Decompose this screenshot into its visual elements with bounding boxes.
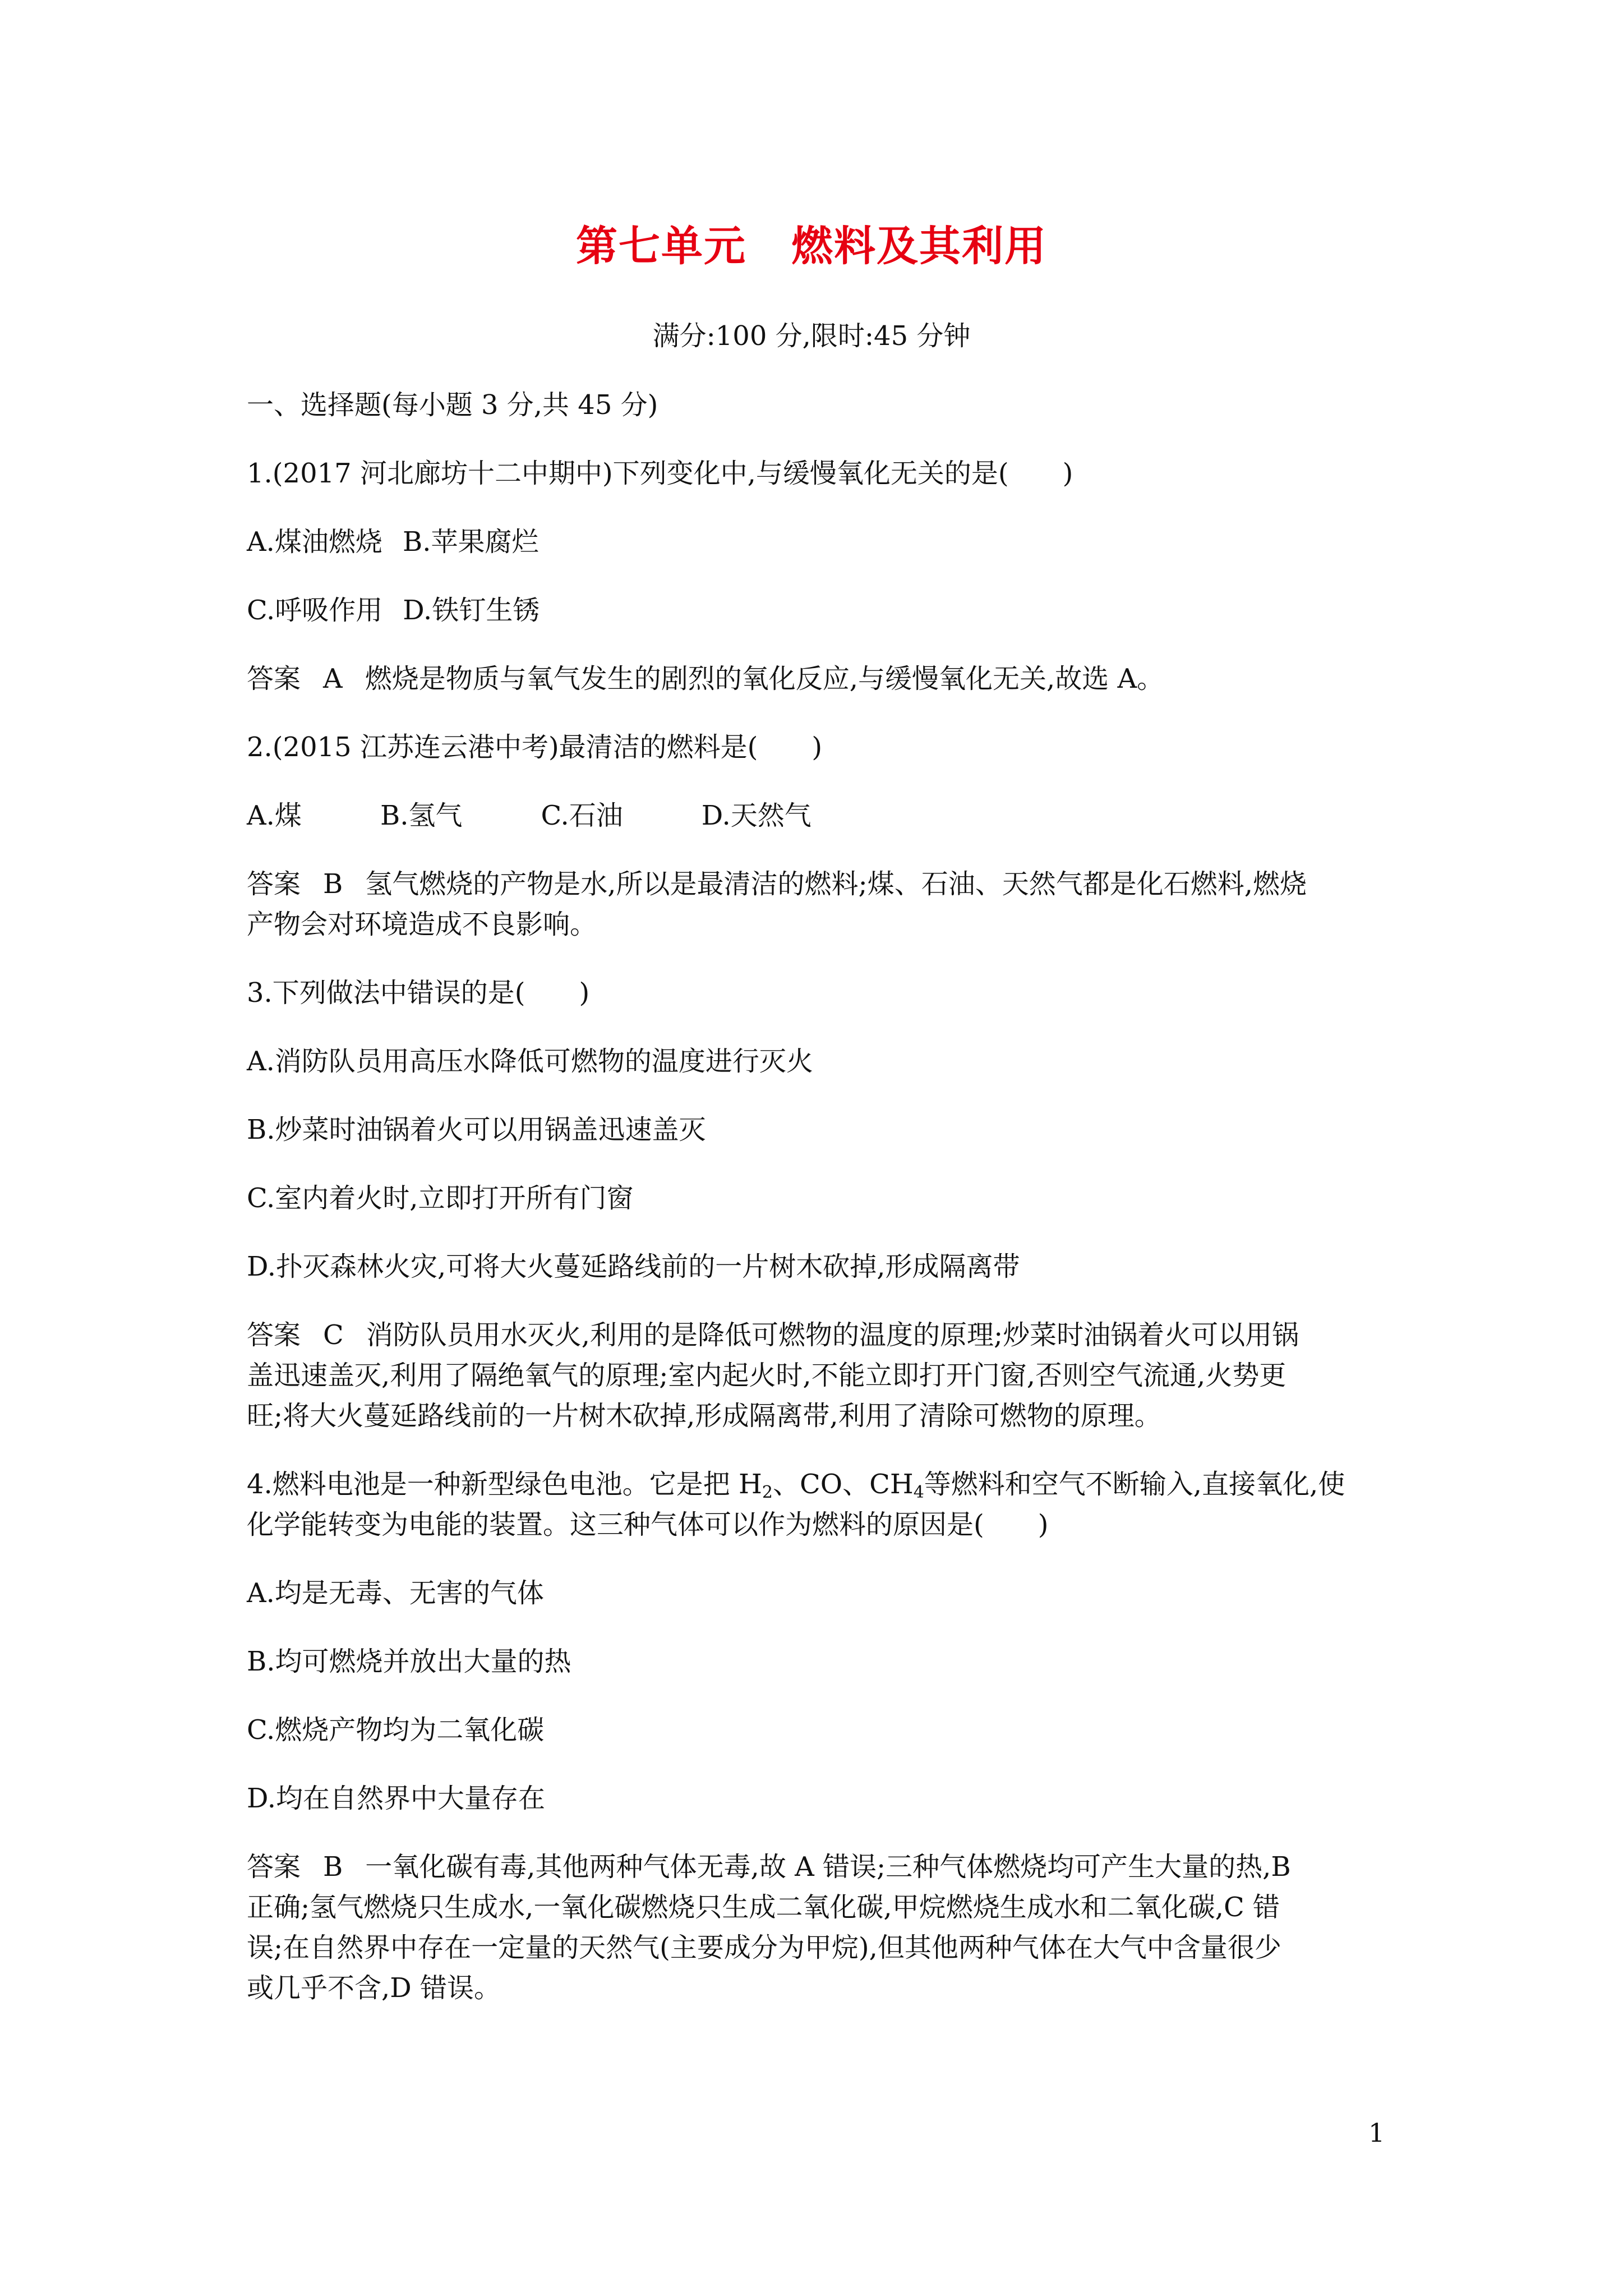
q2-option-c: C.石油: [541, 800, 623, 831]
q4-answer-key: B: [323, 1851, 343, 1883]
q3-explanation-line3: 旺;将大火蔓延路线前的一片树木砍掉,形成隔离带,利用了清除可燃物的原理。: [247, 1400, 1161, 1432]
title-topic: 燃料及其利用: [791, 222, 1047, 270]
q4-option-b: B.均可燃烧并放出大量的热: [247, 1646, 571, 1677]
q3-option-d: D.扑灭森林火灾,可将大火蔓延路线前的一片树木砍掉,形成隔离带: [247, 1251, 1020, 1282]
section-heading: 一、选择题(每小题 3 分,共 45 分): [247, 389, 658, 421]
q3-answer: [247, 1315, 1391, 1355]
q2-stem: 2.(2015 江苏连云港中考)最清洁的燃料是( ): [247, 731, 823, 763]
q2-answer-key: B: [323, 868, 343, 900]
q3-option-a: A.消防队员用高压水降低可燃物的温度进行灭火: [247, 1046, 813, 1077]
q1-option-c: C.呼吸作用: [247, 595, 383, 626]
q4-answer: [247, 1847, 1391, 1887]
q4-stem-line2: 化学能转变为电能的装置。这三种气体可以作为燃料的原因是( ): [247, 1509, 1049, 1540]
q1-explanation: 燃烧是物质与氧气发生的剧烈的氧化反应,与缓慢氧化无关,故选 A。: [365, 663, 1164, 694]
q1-options-row2: [247, 590, 1391, 631]
q4-option-c: C.燃烧产物均为二氧化碳: [247, 1714, 545, 1746]
q1-option-b: B.苹果腐烂: [402, 526, 539, 558]
q1-stem: 1.(2017 河北廊坊十二中期中)下列变化中,与缓慢氧化无关的是( ): [247, 458, 1073, 489]
q1-option-a: A.煤油燃烧: [247, 526, 382, 558]
q2-option-b: B.氢气: [380, 800, 463, 831]
q2-answer: [247, 864, 1391, 904]
q2-explanation-line1: 氢气燃烧的产物是水,所以是最清洁的燃料;煤、石油、天然气都是化石燃料,燃烧: [365, 868, 1307, 900]
q1-answer: [247, 659, 1391, 699]
score-time-info: 满分:100 分,限时:45 分钟: [652, 320, 971, 352]
page-number: 1: [1368, 2118, 1385, 2148]
answer-label: 答案: [247, 868, 301, 900]
q2-options: [247, 795, 1391, 836]
q4-stem-part2: 、CO、CH: [773, 1469, 914, 1500]
q1-answer-key: A: [323, 663, 343, 694]
answer-label: 答案: [247, 1319, 301, 1351]
q4-explanation-line2: 正确;氢气燃烧只生成水,一氧化碳燃烧只生成二氧化碳,甲烷燃烧生成水和二氧化碳,C 错: [247, 1892, 1280, 1923]
q4-explanation-line1: 一氧化碳有毒,其他两种气体无毒,故 A 错误;三种气体燃烧均可产生大量的热,B: [365, 1851, 1291, 1883]
page-title: [0, 213, 1623, 273]
q2-option-d: D.天然气: [701, 800, 811, 831]
q3-option-c: C.室内着火时,立即打开所有门窗: [247, 1182, 634, 1214]
q3-option-b: B.炒菜时油锅着火可以用锅盖迅速盖灭: [247, 1114, 706, 1145]
answer-label: 答案: [247, 663, 301, 694]
q4-stem-line1: [247, 1464, 1391, 1504]
q4-explanation-line3: 误;在自然界中存在一定量的天然气(主要成分为甲烷),但其他两种气体在大气中含量很少: [247, 1932, 1281, 1963]
q3-stem: 3.下列做法中错误的是( ): [247, 977, 590, 1009]
q3-answer-key: C: [323, 1319, 344, 1351]
q4-stem-part1: 4.燃料电池是一种新型绿色电池。它是把 H: [247, 1469, 762, 1500]
q3-explanation-line1: 消防队员用水灭火,利用的是降低可燃物的温度的原理;炒菜时油锅着火可以用锅: [366, 1319, 1299, 1351]
q4-subscript-2: 2: [762, 1483, 773, 1502]
q3-explanation-line2: 盖迅速盖灭,利用了隔绝氧气的原理;室内起火时,不能立即打开门窗,否则空气流通,火势更: [247, 1360, 1287, 1391]
answer-label: 答案: [247, 1851, 301, 1883]
q1-options-row1: [247, 522, 1391, 562]
q4-option-a: A.均是无毒、无害的气体: [247, 1577, 544, 1609]
q2-explanation-line2: 产物会对环境造成不良影响。: [247, 909, 597, 940]
q2-option-a: A.煤: [247, 800, 302, 831]
title-unit: 第七单元: [576, 222, 746, 270]
q4-stem-part3: 等燃料和空气不断输入,直接氧化,使: [924, 1469, 1345, 1500]
q4-subscript-4: 4: [913, 1483, 924, 1502]
q4-explanation-line4: 或几乎不含,D 错误。: [247, 1972, 501, 2004]
q4-option-d: D.均在自然界中大量存在: [247, 1783, 546, 1814]
q1-option-d: D.铁钉生锈: [403, 595, 540, 626]
